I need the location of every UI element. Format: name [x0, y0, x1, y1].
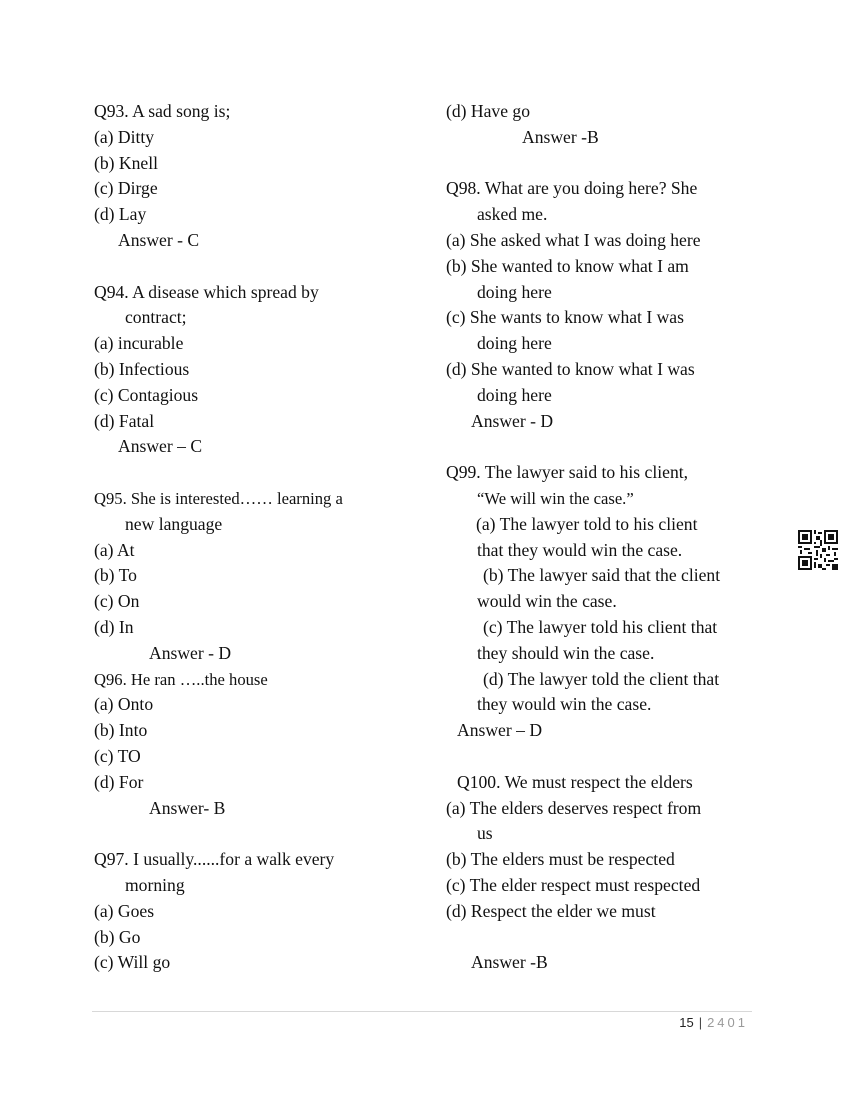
option-line: (b) The lawyer said that the client: [483, 565, 721, 586]
question-line: Q100. We must respect the elders: [457, 771, 693, 792]
option-line: (d) Lay: [94, 204, 147, 225]
blank-line: [446, 151, 766, 177]
option-line: (c) Dirge: [94, 178, 158, 199]
option-line: (d) The lawyer told the client that: [483, 668, 720, 689]
option-continuation: doing here: [477, 384, 552, 405]
answer-line: Answer- B: [149, 797, 226, 818]
answer-line: Answer - D: [149, 642, 232, 663]
option-line: (a) The elders deserves respect from: [446, 797, 702, 818]
footer-separator: |: [698, 1015, 703, 1030]
option-line: (a) Onto: [94, 694, 154, 715]
question-line: Q94. A disease which spread by: [94, 281, 319, 302]
option-line: (c) TO: [94, 745, 141, 766]
option-continuation: doing here: [477, 281, 552, 302]
question-continuation: contract;: [125, 307, 187, 328]
option-continuation: doing here: [477, 333, 552, 354]
footer-divider: [92, 1011, 752, 1012]
question-line: Q98. What are you doing here? She: [446, 178, 698, 199]
answer-line: Answer - C: [118, 229, 200, 250]
blank-line: [446, 925, 766, 951]
option-continuation: they should win the case.: [477, 642, 655, 663]
option-line: (d) In: [94, 616, 134, 637]
option-continuation: they would win the case.: [477, 694, 652, 715]
page-number: 15: [679, 1015, 694, 1030]
option-line: (d) Respect the elder we must: [446, 900, 656, 921]
answer-line: Answer - D: [471, 410, 554, 431]
blank-line: [94, 460, 424, 486]
question-line: Q96. He ran …..the house: [94, 669, 268, 689]
question-line: Q93. A sad song is;: [94, 101, 231, 121]
blank-line: [94, 821, 424, 847]
option-line: (a) At: [94, 539, 135, 560]
option-line: (c) On: [94, 591, 140, 612]
answer-line: Answer – C: [118, 436, 203, 457]
option-line: (b) Infectious: [94, 358, 190, 379]
page-footer: [620, 1014, 748, 1032]
question-line: Q97. I usually......for a walk every: [94, 849, 335, 870]
question-line: Q95. She is interested…… learning a: [94, 488, 343, 508]
option-line: (d) She wanted to know what I was: [446, 358, 695, 379]
blank-line: [446, 744, 766, 770]
option-line: (a) Goes: [94, 900, 155, 921]
option-line: (b) Into: [94, 720, 148, 741]
option-line: (d) Fatal: [94, 410, 155, 431]
option-line: (d) For: [94, 771, 144, 792]
left-column: [94, 99, 424, 976]
question-continuation: new language: [125, 513, 223, 534]
option-line: (c) The elder respect must respected: [446, 874, 701, 895]
option-line: (c) The lawyer told his client that: [483, 616, 718, 637]
option-line: (a) Ditty: [94, 126, 155, 147]
option-line: (b) Knell: [94, 152, 159, 173]
option-continuation: us: [477, 823, 493, 844]
option-line: (c) Will go: [94, 952, 171, 973]
option-line: (a) She asked what I was doing here: [446, 229, 701, 250]
option-line: (c) Contagious: [94, 384, 199, 405]
option-line: (b) To: [94, 565, 137, 586]
right-column: [446, 99, 766, 976]
option-line: (a) incurable: [94, 333, 184, 354]
option-line: (d) Have go: [446, 101, 531, 121]
option-line: (a) The lawyer told to his client: [476, 513, 698, 534]
option-line: (b) She wanted to know what I am: [446, 255, 689, 276]
option-line: (b) The elders must be respected: [446, 849, 675, 870]
question-continuation: “We will win the case.”: [477, 488, 634, 508]
qr-code-icon[interactable]: [798, 530, 838, 570]
document-code: 2401: [707, 1015, 748, 1030]
question-continuation: asked me.: [477, 204, 548, 225]
answer-line: Answer -B: [522, 126, 599, 147]
answer-line: Answer – D: [457, 720, 543, 741]
answer-line: Answer -B: [471, 952, 548, 973]
option-continuation: would win the case.: [477, 591, 617, 612]
option-line: (b) Go: [94, 926, 141, 947]
option-continuation: that they would win the case.: [477, 539, 683, 560]
question-line: Q99. The lawyer said to his client,: [446, 462, 689, 483]
question-continuation: morning: [125, 874, 185, 895]
blank-line: [446, 434, 766, 460]
option-line: (c) She wants to know what I was: [446, 307, 684, 328]
blank-line: [94, 254, 424, 280]
